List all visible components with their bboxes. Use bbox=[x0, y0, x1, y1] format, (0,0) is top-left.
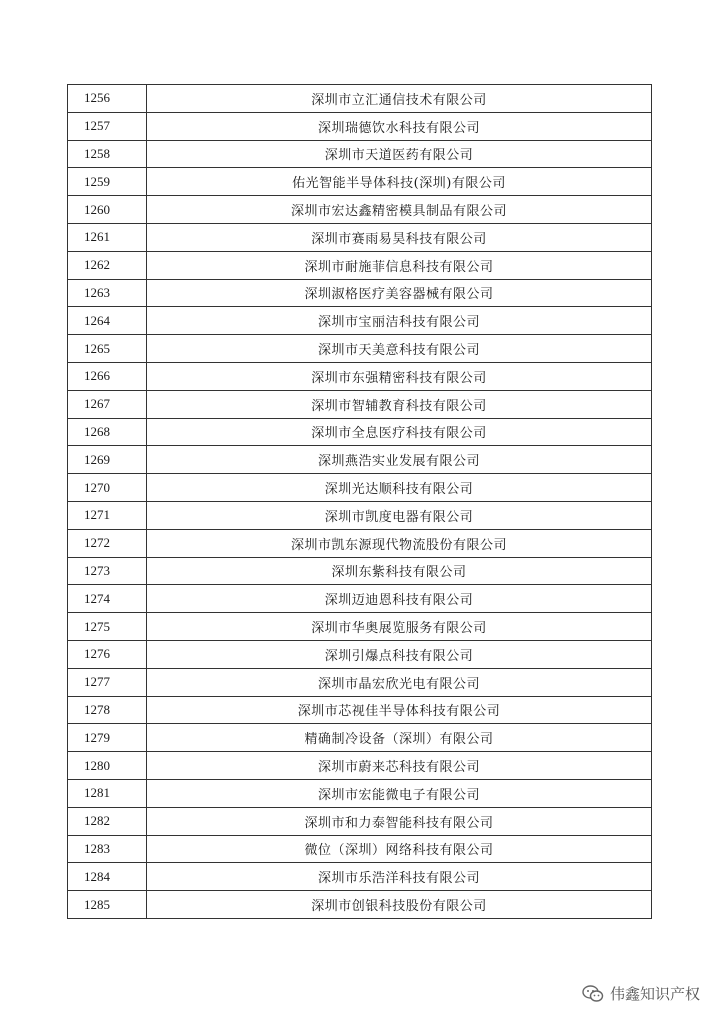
table-row bbox=[68, 418, 652, 446]
table-row bbox=[68, 140, 652, 168]
company-name: 深圳引爆点科技有限公司 bbox=[147, 640, 652, 668]
company-name: 微位（深圳）网络科技有限公司 bbox=[147, 835, 652, 863]
company-name: 深圳市东强精密科技有限公司 bbox=[147, 362, 652, 390]
company-name: 深圳市立汇通信技术有限公司 bbox=[147, 85, 652, 113]
company-name: 深圳瑞德饮水科技有限公司 bbox=[147, 112, 652, 140]
table-row bbox=[68, 362, 652, 390]
table-row bbox=[68, 446, 652, 474]
row-number: 1278 bbox=[68, 696, 147, 724]
company-name: 深圳光达顺科技有限公司 bbox=[147, 474, 652, 502]
row-number: 1273 bbox=[68, 557, 147, 585]
company-name: 深圳市赛雨易昊科技有限公司 bbox=[147, 223, 652, 251]
company-name: 深圳市天美意科技有限公司 bbox=[147, 335, 652, 363]
table-row bbox=[68, 863, 652, 891]
company-name: 深圳市乐浩洋科技有限公司 bbox=[147, 863, 652, 891]
row-number: 1259 bbox=[68, 168, 147, 196]
company-name: 深圳燕浩实业发展有限公司 bbox=[147, 446, 652, 474]
row-number: 1263 bbox=[68, 279, 147, 307]
table-row bbox=[68, 196, 652, 224]
table-row bbox=[68, 474, 652, 502]
table-row bbox=[68, 613, 652, 641]
company-name: 深圳东紫科技有限公司 bbox=[147, 557, 652, 585]
company-name: 深圳市宏能微电子有限公司 bbox=[147, 779, 652, 807]
row-number: 1272 bbox=[68, 529, 147, 557]
table-row bbox=[68, 891, 652, 919]
company-name: 深圳市天道医药有限公司 bbox=[147, 140, 652, 168]
company-name: 佑光智能半导体科技(深圳)有限公司 bbox=[147, 168, 652, 196]
row-number: 1270 bbox=[68, 474, 147, 502]
row-number: 1262 bbox=[68, 251, 147, 279]
row-number: 1265 bbox=[68, 335, 147, 363]
table-row bbox=[68, 752, 652, 780]
row-number: 1261 bbox=[68, 223, 147, 251]
table-row bbox=[68, 557, 652, 585]
company-list-table bbox=[67, 84, 652, 919]
table-row bbox=[68, 585, 652, 613]
company-name: 深圳淑格医疗美容器械有限公司 bbox=[147, 279, 652, 307]
row-number: 1282 bbox=[68, 807, 147, 835]
row-number: 1266 bbox=[68, 362, 147, 390]
table-row bbox=[68, 640, 652, 668]
table-row bbox=[68, 279, 652, 307]
row-number: 1258 bbox=[68, 140, 147, 168]
table-row bbox=[68, 390, 652, 418]
company-name: 深圳市创银科技股份有限公司 bbox=[147, 891, 652, 919]
table-row bbox=[68, 251, 652, 279]
row-number: 1280 bbox=[68, 752, 147, 780]
row-number: 1281 bbox=[68, 779, 147, 807]
row-number: 1269 bbox=[68, 446, 147, 474]
table-row bbox=[68, 335, 652, 363]
table-row bbox=[68, 168, 652, 196]
table-row bbox=[68, 835, 652, 863]
table-row bbox=[68, 85, 652, 113]
row-number: 1271 bbox=[68, 501, 147, 529]
table-row bbox=[68, 779, 652, 807]
row-number: 1285 bbox=[68, 891, 147, 919]
company-list-body bbox=[68, 85, 652, 919]
company-name: 深圳市蔚来芯科技有限公司 bbox=[147, 752, 652, 780]
company-name: 深圳市耐施菲信息科技有限公司 bbox=[147, 251, 652, 279]
row-number: 1279 bbox=[68, 724, 147, 752]
company-name: 深圳市宏达鑫精密模具制品有限公司 bbox=[147, 196, 652, 224]
row-number: 1257 bbox=[68, 112, 147, 140]
watermark bbox=[582, 983, 700, 1004]
table-row bbox=[68, 529, 652, 557]
company-name: 深圳市晶宏欣光电有限公司 bbox=[147, 668, 652, 696]
company-name: 深圳市芯视佳半导体科技有限公司 bbox=[147, 696, 652, 724]
company-name: 深圳迈迪恩科技有限公司 bbox=[147, 585, 652, 613]
company-name: 深圳市华奥展览服务有限公司 bbox=[147, 613, 652, 641]
row-number: 1267 bbox=[68, 390, 147, 418]
row-number: 1260 bbox=[68, 196, 147, 224]
watermark-text: 伟鑫知识产权 bbox=[609, 985, 700, 1003]
table-row bbox=[68, 696, 652, 724]
row-number: 1256 bbox=[68, 85, 147, 113]
company-name: 深圳市宝丽洁科技有限公司 bbox=[147, 307, 652, 335]
company-name: 深圳市智辅教育科技有限公司 bbox=[147, 390, 652, 418]
table-row bbox=[68, 668, 652, 696]
table-row bbox=[68, 501, 652, 529]
table-row bbox=[68, 223, 652, 251]
company-name: 深圳市凯度电器有限公司 bbox=[147, 501, 652, 529]
table-row bbox=[68, 807, 652, 835]
company-name: 深圳市凯东源现代物流股份有限公司 bbox=[147, 529, 652, 557]
row-number: 1283 bbox=[68, 835, 147, 863]
row-number: 1276 bbox=[68, 640, 147, 668]
row-number: 1275 bbox=[68, 613, 147, 641]
row-number: 1274 bbox=[68, 585, 147, 613]
wechat-icon bbox=[582, 985, 604, 1003]
company-name: 深圳市和力泰智能科技有限公司 bbox=[147, 807, 652, 835]
row-number: 1268 bbox=[68, 418, 147, 446]
company-name: 深圳市全息医疗科技有限公司 bbox=[147, 418, 652, 446]
row-number: 1264 bbox=[68, 307, 147, 335]
company-name: 精确制冷设备（深圳）有限公司 bbox=[147, 724, 652, 752]
table-row bbox=[68, 724, 652, 752]
table-row bbox=[68, 307, 652, 335]
row-number: 1277 bbox=[68, 668, 147, 696]
row-number: 1284 bbox=[68, 863, 147, 891]
table-row bbox=[68, 112, 652, 140]
